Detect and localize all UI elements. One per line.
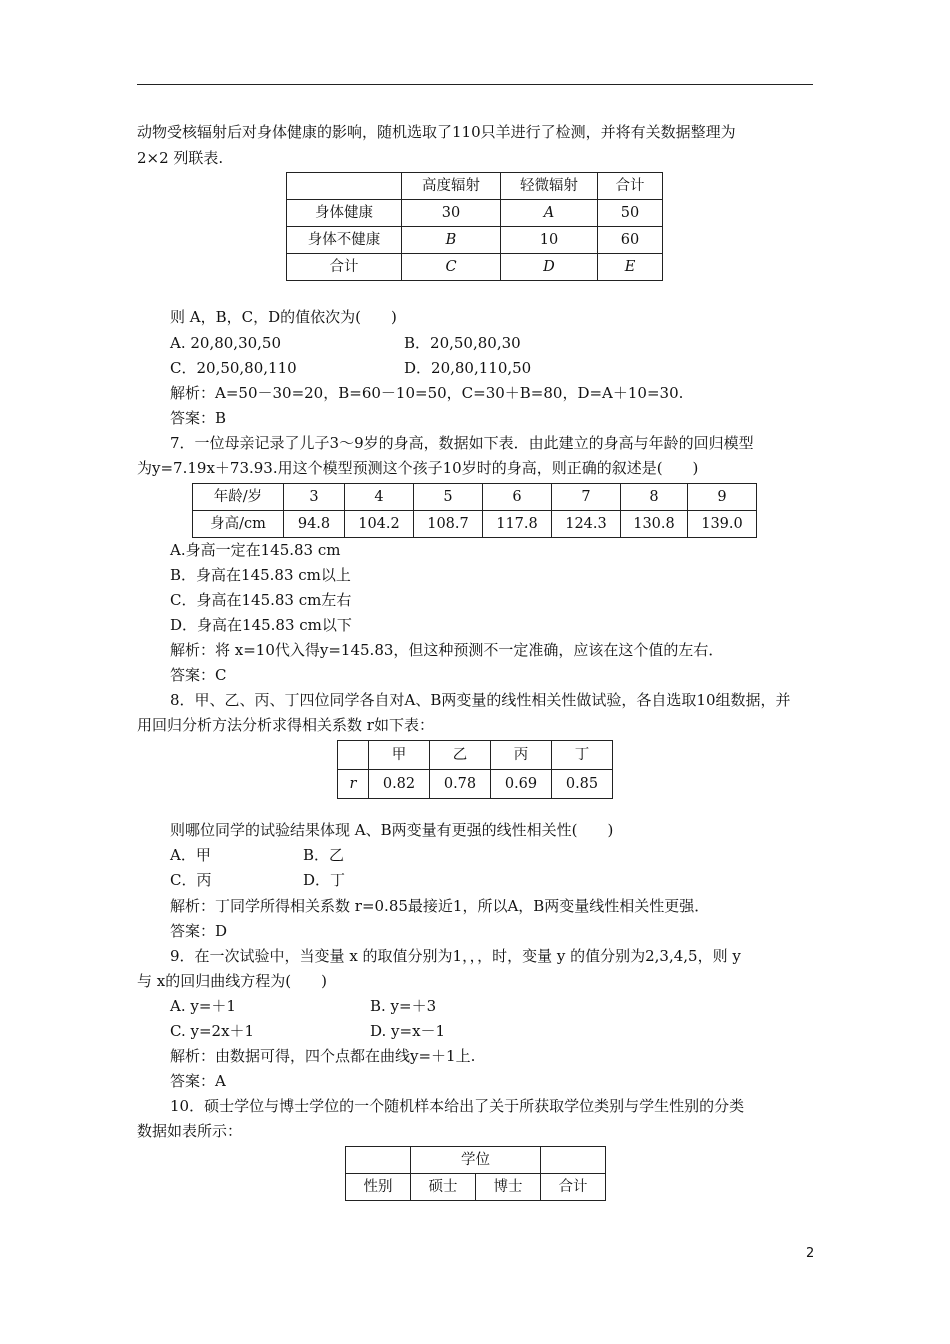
q8-stem: 则哪位同学的试验结果体现 A、B两变量有更强的线性相关性( ) (170, 821, 614, 839)
table-row (338, 770, 613, 799)
table-cell: 94.8 (284, 511, 345, 538)
table-cell: 6 (483, 484, 552, 511)
table-cell: 合计 (598, 173, 663, 200)
table-cell: 108.7 (414, 511, 483, 538)
table-row (287, 254, 663, 281)
table-cell (541, 1147, 606, 1174)
table-cell: 丁 (552, 741, 613, 770)
q9-option-b: B. y=＋3 (370, 997, 437, 1015)
q7-analysis: 解析：将 x=10代入得y=145.83，但这种预测不一定准确，应该在这个值的左右． (170, 641, 724, 659)
q7-line-2: 为y=7.19x＋73.93.用这个模型预测这个孩子10岁时的身高，则正确的叙述是( ) (137, 459, 699, 477)
table-cell: 104.2 (345, 511, 414, 538)
table-cell: 0.85 (552, 770, 613, 799)
q6-option-c: C．20,50,80,110 (170, 359, 297, 377)
table-cell: 117.8 (483, 511, 552, 538)
q8-option-b: B．乙 (303, 846, 345, 864)
q9-line-1: 9．在一次试验中，当变量 x 的取值分别为1，，，时，变量 y 的值分别为2,3,4,5，则 y (170, 947, 741, 965)
table-row (346, 1174, 606, 1201)
table-cell: A (501, 200, 598, 227)
table-cell: 60 (598, 227, 663, 254)
table-cell: r (338, 770, 369, 799)
intro-line-2: 2×2 列联表. (137, 149, 224, 167)
table-cell: 50 (598, 200, 663, 227)
q7-option-a: A.身高一定在145.83 cm (170, 541, 341, 559)
q6-option-b: B．20,50,80,30 (404, 334, 521, 352)
table-cell: 丙 (491, 741, 552, 770)
table-cell: 0.78 (430, 770, 491, 799)
table-row (287, 173, 663, 200)
table-cell: 甲 (369, 741, 430, 770)
table-cell (346, 1147, 411, 1174)
table-cell: 年龄/岁 (193, 484, 284, 511)
table-cell: 高度辐射 (402, 173, 501, 200)
q6-analysis: 解析：A=50－30=20，B=60－10=50，C=30＋B=80，D=A＋10=30. (170, 384, 684, 402)
table-cell: 性别 (346, 1174, 411, 1201)
table-cell: 9 (688, 484, 757, 511)
degree-table (345, 1146, 606, 1201)
q9-analysis: 解析：由数据可得，四个点都在曲线y=＋1上. (170, 1047, 476, 1065)
table-cell: 124.3 (552, 511, 621, 538)
q8-answer: 答案：D (170, 922, 228, 940)
q7-option-b: B．身高在145.83 cm以上 (170, 566, 351, 584)
table-cell: 身高/cm (193, 511, 284, 538)
table-cell (338, 741, 369, 770)
table-cell: 0.82 (369, 770, 430, 799)
q9-option-a: A. y=＋1 (170, 997, 236, 1015)
q8-option-d: D．丁 (303, 871, 346, 889)
q8-analysis: 解析：丁同学所得相关系数 r=0.85最接近1，所以A，B两变量线性相关性更强． (170, 897, 710, 915)
table-cell: 乙 (430, 741, 491, 770)
table-cell: 3 (284, 484, 345, 511)
correlation-table (337, 740, 613, 799)
table-cell: 合计 (287, 254, 402, 281)
q6-option-a: A. 20,80,30,50 (170, 334, 282, 352)
q7-option-c: C．身高在145.83 cm左右 (170, 591, 352, 609)
q6-answer: 答案：B (170, 409, 227, 427)
q10-line-1: 10．硕士学位与博士学位的一个随机样本给出了关于所获取学位类别与学生性别的分类 (170, 1097, 745, 1115)
q9-option-c: C. y=2x＋1 (170, 1022, 255, 1040)
q7-option-d: D．身高在145.83 cm以下 (170, 616, 352, 634)
table-cell: 硕士 (411, 1174, 476, 1201)
table-row (287, 200, 663, 227)
table-cell: 30 (402, 200, 501, 227)
q8-line-1: 8．甲、乙、丙、丁四位同学各自对A、B两变量的线性相关性做试验，各自选取10组数据，并 (170, 691, 791, 709)
intro-line-1: 动物受核辐射后对身体健康的影响，随机选取了110只羊进行了检测，并将有关数据整理为 (137, 123, 736, 141)
table-cell: 身体健康 (287, 200, 402, 227)
page-number: 2 (806, 1246, 815, 1261)
contingency-table-1 (286, 172, 663, 281)
table-cell: 博士 (476, 1174, 541, 1201)
table-row (193, 511, 757, 538)
table-cell: 身体不健康 (287, 227, 402, 254)
table-cell: 轻微辐射 (501, 173, 598, 200)
table-row (338, 741, 613, 770)
table-row (346, 1147, 606, 1174)
table-cell: 0.69 (491, 770, 552, 799)
table-row (287, 227, 663, 254)
q7-line-1: 7．一位母亲记录了儿子3～9岁的身高，数据如下表．由此建立的身高与年龄的回归模型 (170, 434, 754, 452)
table-cell: D (501, 254, 598, 281)
table-cell (287, 173, 402, 200)
q9-option-d: D. y=x－1 (370, 1022, 446, 1040)
table-cell: E (598, 254, 663, 281)
table-cell: 7 (552, 484, 621, 511)
header-rule (137, 84, 813, 85)
q8-option-a: A．甲 (170, 846, 211, 864)
q6-option-d: D．20,80,110,50 (404, 359, 532, 377)
table-cell: 学位 (411, 1147, 541, 1174)
table-cell: B (402, 227, 501, 254)
q8-line-2: 用回归分析方法分析求得相关系数 r如下表： (137, 716, 434, 734)
table-row (193, 484, 757, 511)
table-cell: 4 (345, 484, 414, 511)
table-cell: 合计 (541, 1174, 606, 1201)
table-cell: 5 (414, 484, 483, 511)
table-cell: C (402, 254, 501, 281)
q10-line-2: 数据如表所示： (137, 1122, 243, 1140)
table-cell: 139.0 (688, 511, 757, 538)
table-cell: 130.8 (621, 511, 688, 538)
q6-stem: 则 A，B，C，D的值依次为( ) (170, 308, 397, 326)
table-cell: 8 (621, 484, 688, 511)
table-cell: 10 (501, 227, 598, 254)
q9-line-2: 与 x的回归曲线方程为( ) (137, 972, 327, 990)
q9-answer: 答案：A (170, 1072, 226, 1090)
q7-answer: 答案：C (170, 666, 227, 684)
age-height-table (192, 483, 757, 538)
q8-option-c: C．丙 (170, 871, 212, 889)
